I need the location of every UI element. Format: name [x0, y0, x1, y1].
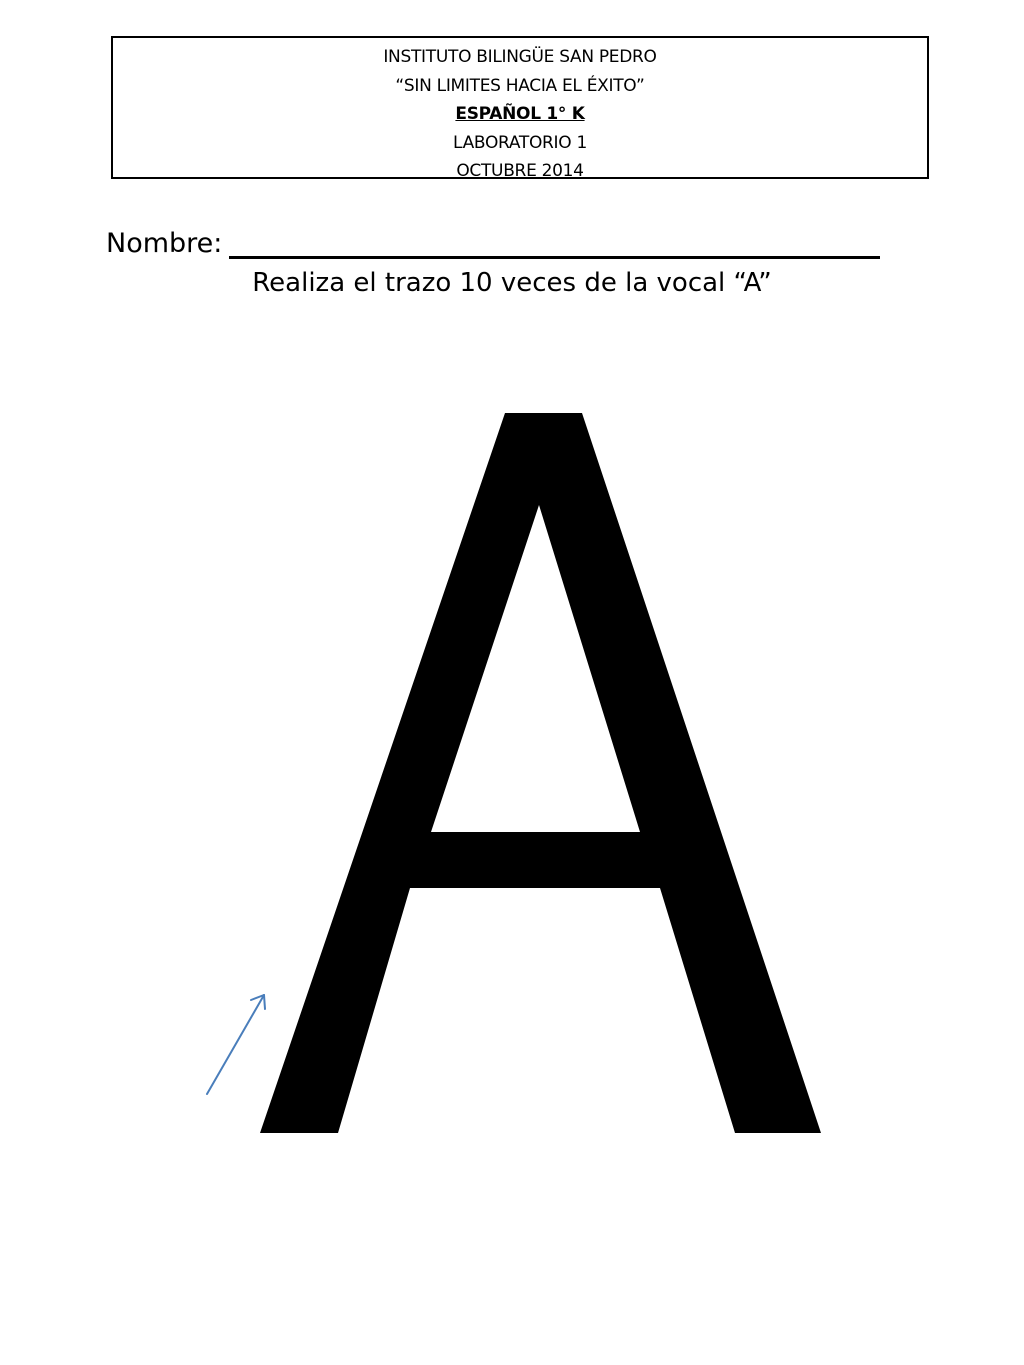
subject-title: ESPAÑOL 1° K [455, 104, 585, 124]
date-label: OCTUBRE 2014 [456, 161, 584, 181]
school-motto: “SIN LIMITES HACIA EL ÉXITO” [395, 75, 645, 96]
instruction-text: Realiza el trazo 10 veces de la vocal “A” [252, 268, 772, 298]
school-name: INSTITUTO BILINGÜE SAN PEDRO [383, 47, 657, 67]
lab-title: LABORATORIO 1 [453, 132, 587, 153]
name-label: Nombre: [106, 228, 223, 259]
